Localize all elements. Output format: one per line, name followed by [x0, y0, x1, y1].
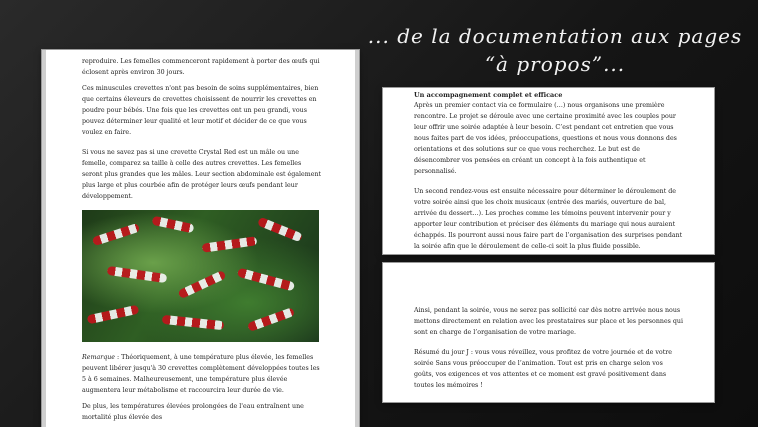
shrimp-document-body: [82, 56, 322, 427]
paragraph: Résumé du jour J : vous vous réveillez, vous profitez de votre journée et de votre soirée Sans vous préoccuper de l’animation. Tout est pris en charge selon vos goûts, vos exigences et vos attentes et ce moment est gravé positivement dans toutes les mémoires !: [414, 349, 672, 389]
shrimp-shape: [107, 266, 168, 283]
paragraph: Ces minuscules crevettes n'ont pas besoin de soins supplémentaires, bien que certains éleveurs de crevettes choisissent de nourrir les crevettes en poudre pour bébés. Une fois que les crevettes ont un peu grandi, vous pouvez déterminer leur qualité et leur motif et décider de ce que vous voulez en faire.: [82, 85, 319, 136]
shrimp-shape: [237, 268, 295, 292]
remark-text: : Théoriquement, à une température plus élevée, les femelles peuvent libérer jusqu'à 30 crevettes complètement développées toutes les 5 à 6 semaines. Malheureusement, une température plus élevée augmentera leur métabolisme et raccourcira leur durée de vie.: [82, 354, 320, 394]
paragraph: reproduire. Les femelles commenceront rapidement à porter des œufs qui éclosent après environ 30 jours.: [82, 58, 320, 76]
shrimp-shape: [92, 223, 140, 246]
about-page-bottom: [383, 263, 714, 402]
paragraph: Un second rendez-vous est ensuite nécessaire pour déterminer le déroulement de votre soirée ainsi que les choix musicaux (entrée des mariés, ouverture de bal, arrivée du dessert…). Les proches comme les témoins peuvent intervenir pour y apporter leur contribution et préciser des éléments du mariage qui nous auraient échappés. Ils pourront aussi nous faire part de l’organisation des surprises pendant la soirée afin que le déroulement de celle-ci soit la plus fluide possible.: [414, 188, 683, 250]
section-heading: Un accompagnement complet et efficace: [414, 91, 563, 99]
shrimp-photo: [82, 210, 319, 342]
paragraph: Après un premier contact via ce formulaire (…) nous organisons une première rencontre. Le projet se déroule avec une certaine proximité avec les couples pour leur offrir une soirée adaptée à leur besoin. C’est pendant cet entretien que vous nous faites part de vos idées, préoccupations, questions et nous vous donnons des orientations et des solutions sur ce que vous recherchez. Le but est de désencombrer vos pensées en créant un concept à la fois authentique et personnalisé.: [414, 102, 677, 175]
paragraph: De plus, les températures élevées prolongées de l'eau entraînent une mortalité plus élevée des: [82, 403, 304, 421]
shrimp-shape: [177, 270, 226, 299]
headline: [365, 22, 745, 78]
shrimp-shape: [247, 307, 295, 332]
shrimp-shape: [202, 236, 258, 253]
about-page-top-body: [414, 90, 684, 257]
about-page-bottom-body: [414, 305, 684, 396]
shrimp-shape: [87, 305, 140, 325]
shrimp-document-page: [42, 50, 359, 427]
headline-line-2: “à propos”...: [484, 52, 626, 76]
shrimp-shape: [162, 315, 225, 330]
about-page-top: [383, 88, 714, 254]
paragraph: Ainsi, pendant la soirée, vous ne serez pas sollicité car dès notre arrivée nous nous mettons directement en relation avec les prestataires sur place et les personnes qui sont en charge de l’organisation de votre mariage.: [414, 307, 684, 336]
paragraph: [82, 352, 322, 396]
shrimp-shape: [257, 217, 303, 243]
shrimp-shape: [152, 216, 195, 234]
paragraph: Si vous ne savez pas si une crevette Crystal Red est un mâle ou une femelle, comparez sa taille à celle des autres crevettes. Les femelles seront plus grandes que les mâles. Leur section abdominale est également plus large et plus courbée afin de protéger leurs œufs pendant leur développement.: [82, 149, 322, 200]
remark-label: Remarque: [82, 354, 116, 361]
headline-line-1: ... de la documentation aux pages: [367, 24, 743, 48]
